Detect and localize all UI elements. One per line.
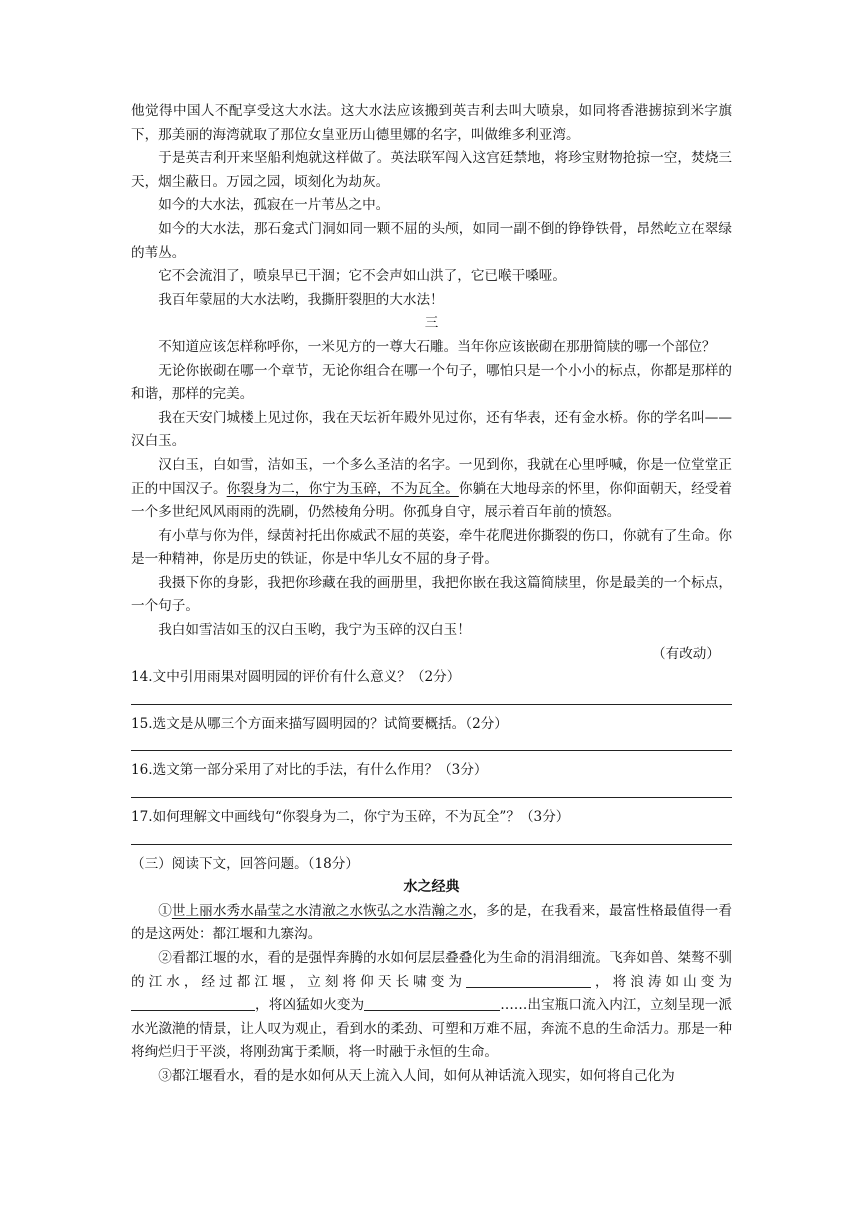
paragraph: 如今的大水法，那石龛式门洞如同一颗不屈的头颅，如同一副不倒的铮铮铁骨，昂然屹立在翠绿的苇丛。 <box>131 220 732 261</box>
paragraph: 不知道应该怎样称呼你，一米见方的一尊大石雕。当年你应该嵌砌在那册简牍的哪一个部位？ <box>158 338 716 355</box>
paragraph: 有小草与你为伴，绿茵衬托出你威武不屈的英姿，牵牛花爬进你撕裂的伤口，你就有了生命。你是一种精神，你是历史的铁证，你是中华儿女不屈的身子骨。 <box>131 527 732 568</box>
paragraph: ③都江堰看水，看的是水如何从天上流入人间，如何从神话流入现实，如何将自己化为 <box>158 1067 675 1084</box>
source-note: （有改动） <box>652 645 720 662</box>
paragraph: 无论你嵌砌在哪一个章节，无论你组合在哪一个句子，哪怕只是一个小小的标点，你都是那样的和谐，那样的完美。 <box>131 362 732 403</box>
answer-line-17[interactable] <box>131 830 732 845</box>
paragraph: 于是英吉利开来坚船利炮就这样做了。英法联军闯入这宫廷禁地，将珍宝财物抢掠一空，焚烧三天，烟尘蔽日。万园之园，顷刻化为劫灰。 <box>131 150 732 190</box>
text: ，将浪涛如山变为 <box>590 973 733 990</box>
paragraph <box>131 454 732 525</box>
fill-blank-3[interactable] <box>364 994 500 1011</box>
paragraph <box>131 947 732 1065</box>
fill-blank-2[interactable] <box>131 994 255 1011</box>
paragraph: 我在天安门城楼上见过你，我在天坛祈年殿外见过你，还有华表，还有金水桥。你的学名叫——汉白玉。 <box>131 409 732 450</box>
text: ，将凶猛如火变为 <box>255 997 365 1014</box>
paragraph: 我白如雪洁如玉的汉白玉哟，我宁为玉碎的汉白玉！ <box>158 622 471 639</box>
question-17: 17.如何理解文中画线句“你裂身为二，你宁为玉碎，不为瓦全”？（3分） <box>131 809 570 826</box>
paragraph <box>131 900 732 947</box>
paragraph: 我摄下你的身影，我把你珍藏在我的画册里，我把你嵌在我这篇简牍里，你是最美的一个标点，一个句子。 <box>131 574 732 615</box>
text: 汉白玉，白如雪，洁如玉，一个多么圣洁的名字。一见到你，我就在心里呼喊，你是一位堂堂正正的中国汉子。 <box>131 456 732 497</box>
text: 你躺在大地母亲的怀里，你仰面朝天，经受着一个多世纪风风雨雨的洗刷，仍然棱角分明。你孤身自守，展示着百年前的愤怒。 <box>131 480 733 521</box>
answer-line-14[interactable] <box>131 690 732 705</box>
part-three-intro: （三）阅读下文，回答问题。（18分） <box>131 855 359 872</box>
underlined-sentence: 你裂身为二，你宁为玉碎，不为瓦全。 <box>226 480 459 497</box>
section-heading: 三 <box>424 315 439 332</box>
question-15: 15.选文是从哪三个方面来描写圆明园的？试简要概括。（2分） <box>131 715 508 732</box>
paragraph: 它不会流泪了，喷泉早已干涸；它不会声如山洪了，它已喉干嗓哑。 <box>158 268 566 285</box>
paragraph: 他觉得中国人不配享受这大水法。这大水法应该搬到英吉利去叫大喷泉，如同将香港掳掠到米字旗下，那美丽的海湾就取了那位女皇亚历山德里娜的名字，叫做维多利亚湾。 <box>131 103 732 143</box>
answer-line-16[interactable] <box>131 783 732 798</box>
text: ……出宝瓶口流入内江，立刻呈现一派水光潋滟的情景，让人叹为观止，看到水的柔劲、可塑和万难不屈，奔流不息的生命活力。那是一种将绚烂归于平淡，将刚劲寓于柔顺，将一时融于永恒的生命。 <box>131 997 733 1061</box>
text: ②看都江堰的水，看的是强悍奔腾的水如何层层叠叠化为生命的涓涓细流。飞奔如兽、桀骜不驯的江水，经过都江堰，立刻将仰天长啸变为 <box>131 950 732 990</box>
fill-blank-1[interactable] <box>466 971 591 988</box>
text: ，多的是，在我看来，最富性格最值得一看的是这两处：都江堰和九寨沟。 <box>131 902 733 943</box>
article-title: 水之经典 <box>403 879 460 896</box>
underlined-sentence: 世上丽水秀水晶莹之水清澈之水恢弘之水浩瀚之水 <box>171 902 473 919</box>
paragraph-number: ① <box>158 902 172 919</box>
paragraph: 我百年蒙屈的大水法哟，我撕肝裂胆的大水法！ <box>158 291 444 308</box>
question-16: 16.选文第一部分采用了对比的手法，有什么作用？（3分） <box>131 762 488 779</box>
question-14: 14.文中引用雨果对圆明园的评价有什么意义？（2分） <box>131 669 461 686</box>
paragraph: 如今的大水法，孤寂在一片苇丛之中。 <box>158 197 390 214</box>
answer-line-15[interactable] <box>131 736 732 751</box>
